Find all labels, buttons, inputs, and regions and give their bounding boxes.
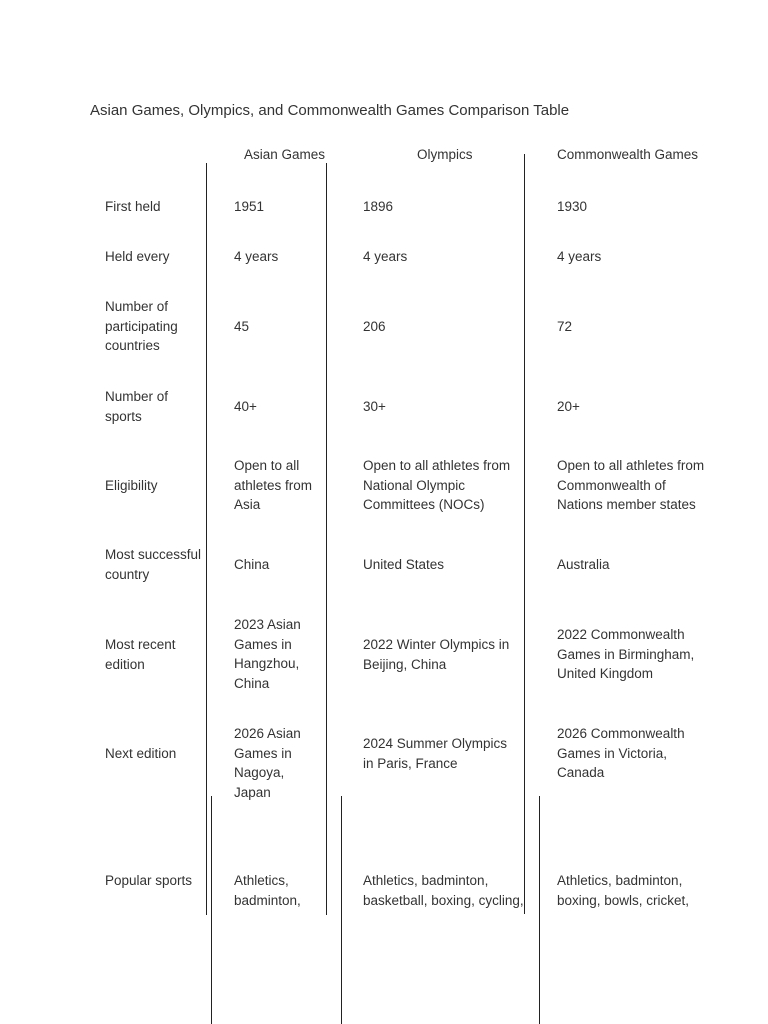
table-cell: 2022 Winter Olympics in Beijing, China	[363, 637, 510, 672]
table-cell: 2026 Commonwealth Games in Victoria, Canada	[557, 726, 685, 780]
row-label: First held	[105, 199, 161, 214]
row-label: Popular sports	[105, 873, 193, 888]
table-cell: 206	[363, 319, 386, 334]
row-label: Eligibility	[105, 478, 158, 493]
document-title: Asian Games, Olympics, and Commonwealth Games Comparison Table	[90, 102, 570, 119]
column-divider	[341, 796, 342, 1024]
table-cell: 2023 Asian Games in Hangzhou, China	[234, 617, 301, 691]
header-commonwealth-games: Commonwealth Games	[557, 147, 699, 162]
table-cell: Open to all athletes from Commonwealth of Nations member states	[557, 458, 705, 512]
table-cell: United States	[363, 557, 445, 572]
row-label: Held every	[105, 249, 170, 264]
table-cell: 1930	[557, 199, 588, 214]
table-cell: 45	[234, 319, 250, 334]
header-asian-games: Asian Games	[244, 147, 326, 162]
table-cell: 4 years	[557, 249, 602, 264]
column-divider	[206, 163, 207, 915]
table-cell: Athletics, badminton, basketball, boxing, cycling,	[363, 873, 524, 908]
table-cell: 30+	[363, 399, 386, 414]
row-label: Most recent edition	[105, 637, 176, 672]
row-label: Next edition	[105, 746, 177, 761]
row-label: Most successful country	[105, 547, 202, 582]
row-label: Number of sports	[105, 389, 169, 424]
row-label: Number of participating countries	[105, 299, 178, 353]
table-cell: Open to all athletes from National Olympic Committees (NOCs)	[363, 458, 511, 512]
table-cell: 4 years	[363, 249, 408, 264]
column-divider	[211, 796, 212, 1024]
table-cell: Open to all athletes from Asia	[234, 458, 313, 512]
table-cell: 1951	[234, 199, 265, 214]
table-cell: 2026 Asian Games in Nagoya, Japan	[234, 726, 301, 800]
table-cell: 72	[557, 319, 573, 334]
table-cell: 2024 Summer Olympics in Paris, France	[363, 736, 508, 771]
header-olympics: Olympics	[417, 147, 473, 162]
table-cell: 40+	[234, 399, 257, 414]
table-cell: Athletics, badminton,	[234, 873, 301, 908]
table-cell: 20+	[557, 399, 580, 414]
column-divider	[326, 163, 327, 915]
table-cell: Athletics, badminton, boxing, bowls, cricket,	[557, 873, 690, 908]
table-cell: 4 years	[234, 249, 279, 264]
table-cell: Australia	[557, 557, 610, 572]
table-cell: 1896	[363, 199, 394, 214]
table-cell: China	[234, 557, 270, 572]
table-cell: 2022 Commonwealth Games in Birmingham, United Kingdom	[557, 627, 695, 681]
column-divider	[524, 154, 525, 914]
column-divider	[539, 796, 540, 1024]
